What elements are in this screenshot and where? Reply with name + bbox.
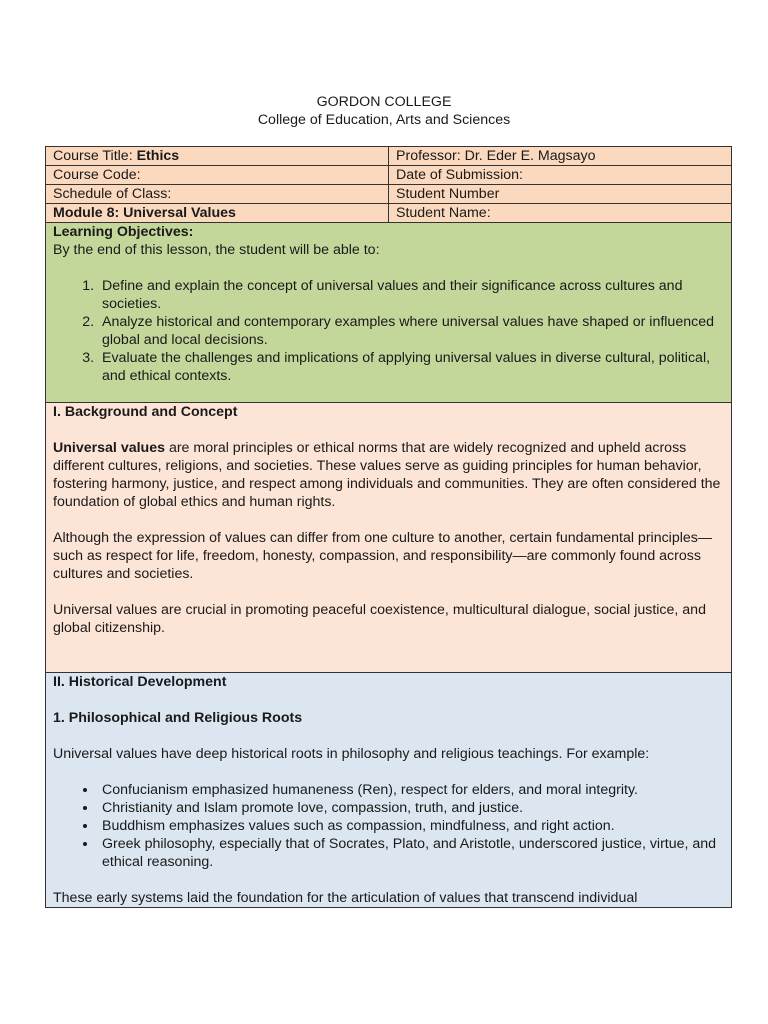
schedule-cell: Schedule of Class: (46, 185, 389, 204)
info-row-4 (46, 204, 732, 223)
objectives-cell (46, 223, 732, 403)
history-bullet: • Buddhism emphasizes values such as compassion, mindfulness, and right action. (98, 817, 724, 835)
objectives-intro: By the end of this lesson, the student will be able to: (53, 242, 380, 258)
background-paragraph-3: Universal values are crucial in promoting peaceful coexistence, multicultural dialogue, social justice, and global citizenship. (53, 602, 706, 636)
history-cell (46, 673, 732, 908)
objective-item: 2. Analyze historical and contemporary examples where universal values have shaped or influenced global and local decisions. (98, 313, 724, 349)
history-bullet: • Confucianism emphasized humaneness (Ren), respect for elders, and moral integrity. (98, 781, 724, 799)
history-closing: These early systems laid the foundation for the articulation of values that transcend individual (53, 890, 638, 906)
background-paragraph-2: Although the expression of values can differ from one culture to another, certain fundamental principles—such as respect for life, freedom, honesty, compassion, and responsibility—are commonly found across cultures and societies. (53, 530, 713, 582)
history-bullet: • Christianity and Islam promote love, compassion, truth, and justice. (98, 799, 724, 817)
professor-cell: Professor: Dr. Eder E. Magsayo (389, 147, 732, 166)
background-paragraph-1: Universal values are moral principles or ethical norms that are widely recognized and upheld across different cultures, religions, and societies. These values serve as guiding principles for human behavior, fostering harmony, justice, and respect among individuals and communities. They are often considered the foundation of global ethics and human rights. (53, 440, 721, 510)
submission-date-cell: Date of Submission: (389, 166, 732, 185)
objectives-list (53, 277, 724, 385)
history-row (46, 673, 732, 908)
student-number-cell: Student Number (389, 185, 732, 204)
background-heading: I. Background and Concept (53, 404, 238, 420)
course-title-label: Course Title: (53, 148, 137, 164)
info-row-2 (46, 166, 732, 185)
module-title: Module 8: Universal Values (53, 205, 236, 221)
background-cell (46, 403, 732, 673)
course-title-cell (46, 147, 389, 166)
info-row-1 (46, 147, 732, 166)
college-name: GORDON COLLEGE (316, 94, 452, 110)
module-table (45, 146, 732, 908)
document-header (0, 93, 768, 129)
history-bullets (53, 781, 724, 871)
course-code-cell: Course Code: (46, 166, 389, 185)
universal-values-term: Universal values (53, 440, 165, 456)
history-bullet: • Greek philosophy, especially that of Socrates, Plato, and Aristotle, underscored justice, virtue, and ethical reasoning. (98, 835, 724, 871)
history-intro: Universal values have deep historical roots in philosophy and religious teachings. For example: (53, 746, 650, 762)
history-subheading: 1. Philosophical and Religious Roots (53, 710, 303, 726)
student-name-cell: Student Name: (389, 204, 732, 223)
module-cell (46, 204, 389, 223)
objectives-row (46, 223, 732, 403)
info-row-3 (46, 185, 732, 204)
objectives-heading: Learning Objectives: (53, 224, 194, 240)
objective-item: 1. Define and explain the concept of universal values and their significance across cultures and societies. (98, 277, 724, 313)
department-name: College of Education, Arts and Sciences (257, 112, 511, 128)
history-heading: II. Historical Development (53, 674, 227, 690)
course-title-value: Ethics (136, 148, 180, 164)
objective-item: 3. Evaluate the challenges and implications of applying universal values in diverse cultural, political, and ethical contexts. (98, 349, 724, 385)
background-row (46, 403, 732, 673)
